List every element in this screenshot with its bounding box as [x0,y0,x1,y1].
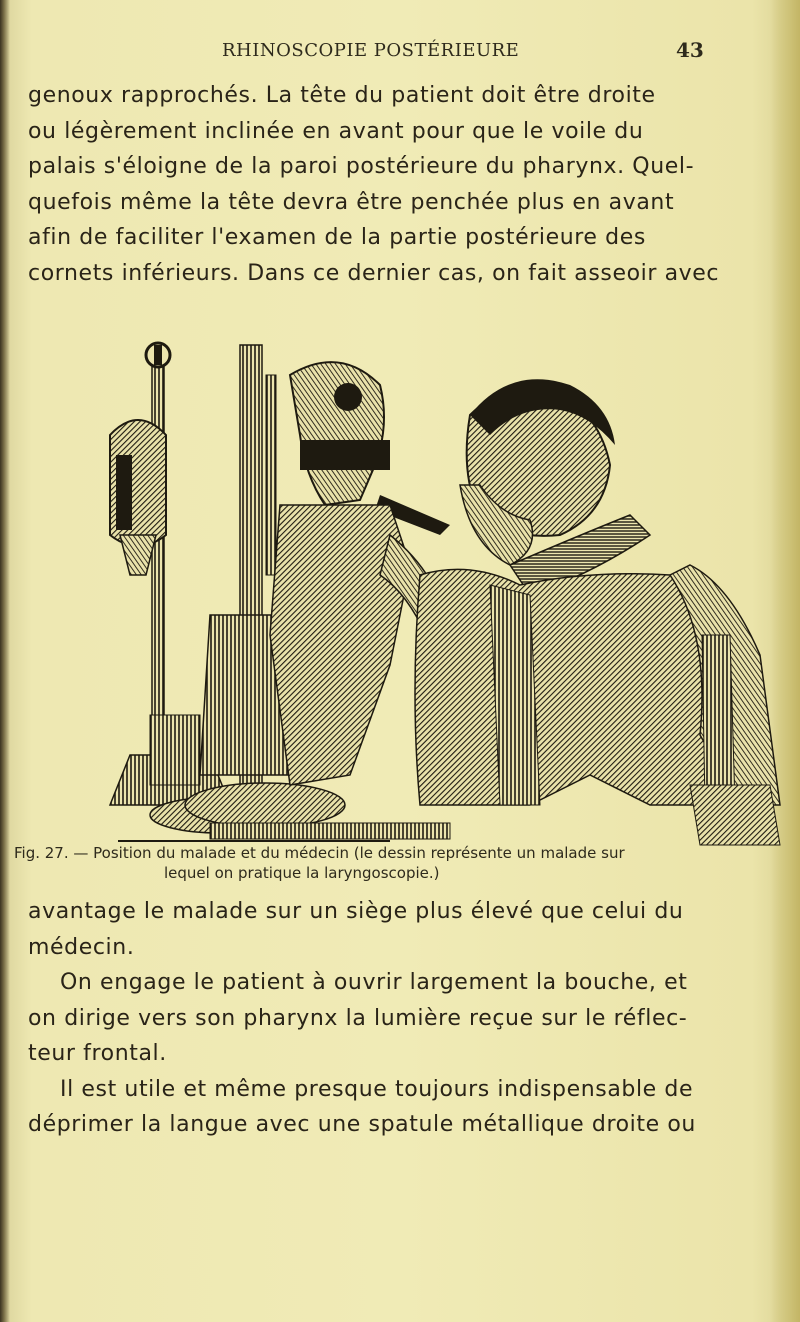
page-header [0,40,800,70]
paragraph-top [28,78,718,291]
text-line: ou légèrement inclinée en avant pour que le voile du [28,118,644,144]
text-line: quefois même la tête devra être penchée plus en avant [28,189,675,215]
rhinoscopy-position-engraving [90,335,800,847]
running-head: RHINOSCOPIE POSTÉRIEURE [222,40,520,61]
text-line: On engage le patient à ouvrir largement la bouche, et [60,970,688,995]
text-line: déprimer la langue avec une spatule métallique droite ou [28,1112,696,1137]
text-line: avantage le malade sur un siège plus élevé que celui du [28,899,684,924]
caption-line: lequel on pratique la laryngoscopie.) [164,864,440,882]
book-spine-shadow [0,0,10,1322]
engraving-illustration [90,335,800,847]
text-line: palais s'éloigne de la paroi postérieure du pharynx. Quel- [28,154,695,179]
text-line: Il est utile et même presque toujours indispensable de [60,1076,694,1102]
text-line: afin de faciliter l'examen de la partie postérieure des [28,225,646,250]
text-line: médecin. [28,934,135,960]
text-line: genoux rapprochés. La tête du patient doit être droite [28,83,656,108]
caption-line: Fig. 27. — Position du malade et du médecin (le dessin représente un malade sur [14,844,625,862]
text-line: cornets inférieurs. Dans ce dernier cas, on fait asseoir avec [28,260,720,286]
page-number: 43 [676,38,704,62]
text-line: on dirige vers son pharynx la lumière reçue sur le réflec- [28,1005,688,1031]
text-line: teur frontal. [28,1041,167,1066]
figure-caption [14,843,794,883]
paragraph-bottom [28,894,718,1143]
